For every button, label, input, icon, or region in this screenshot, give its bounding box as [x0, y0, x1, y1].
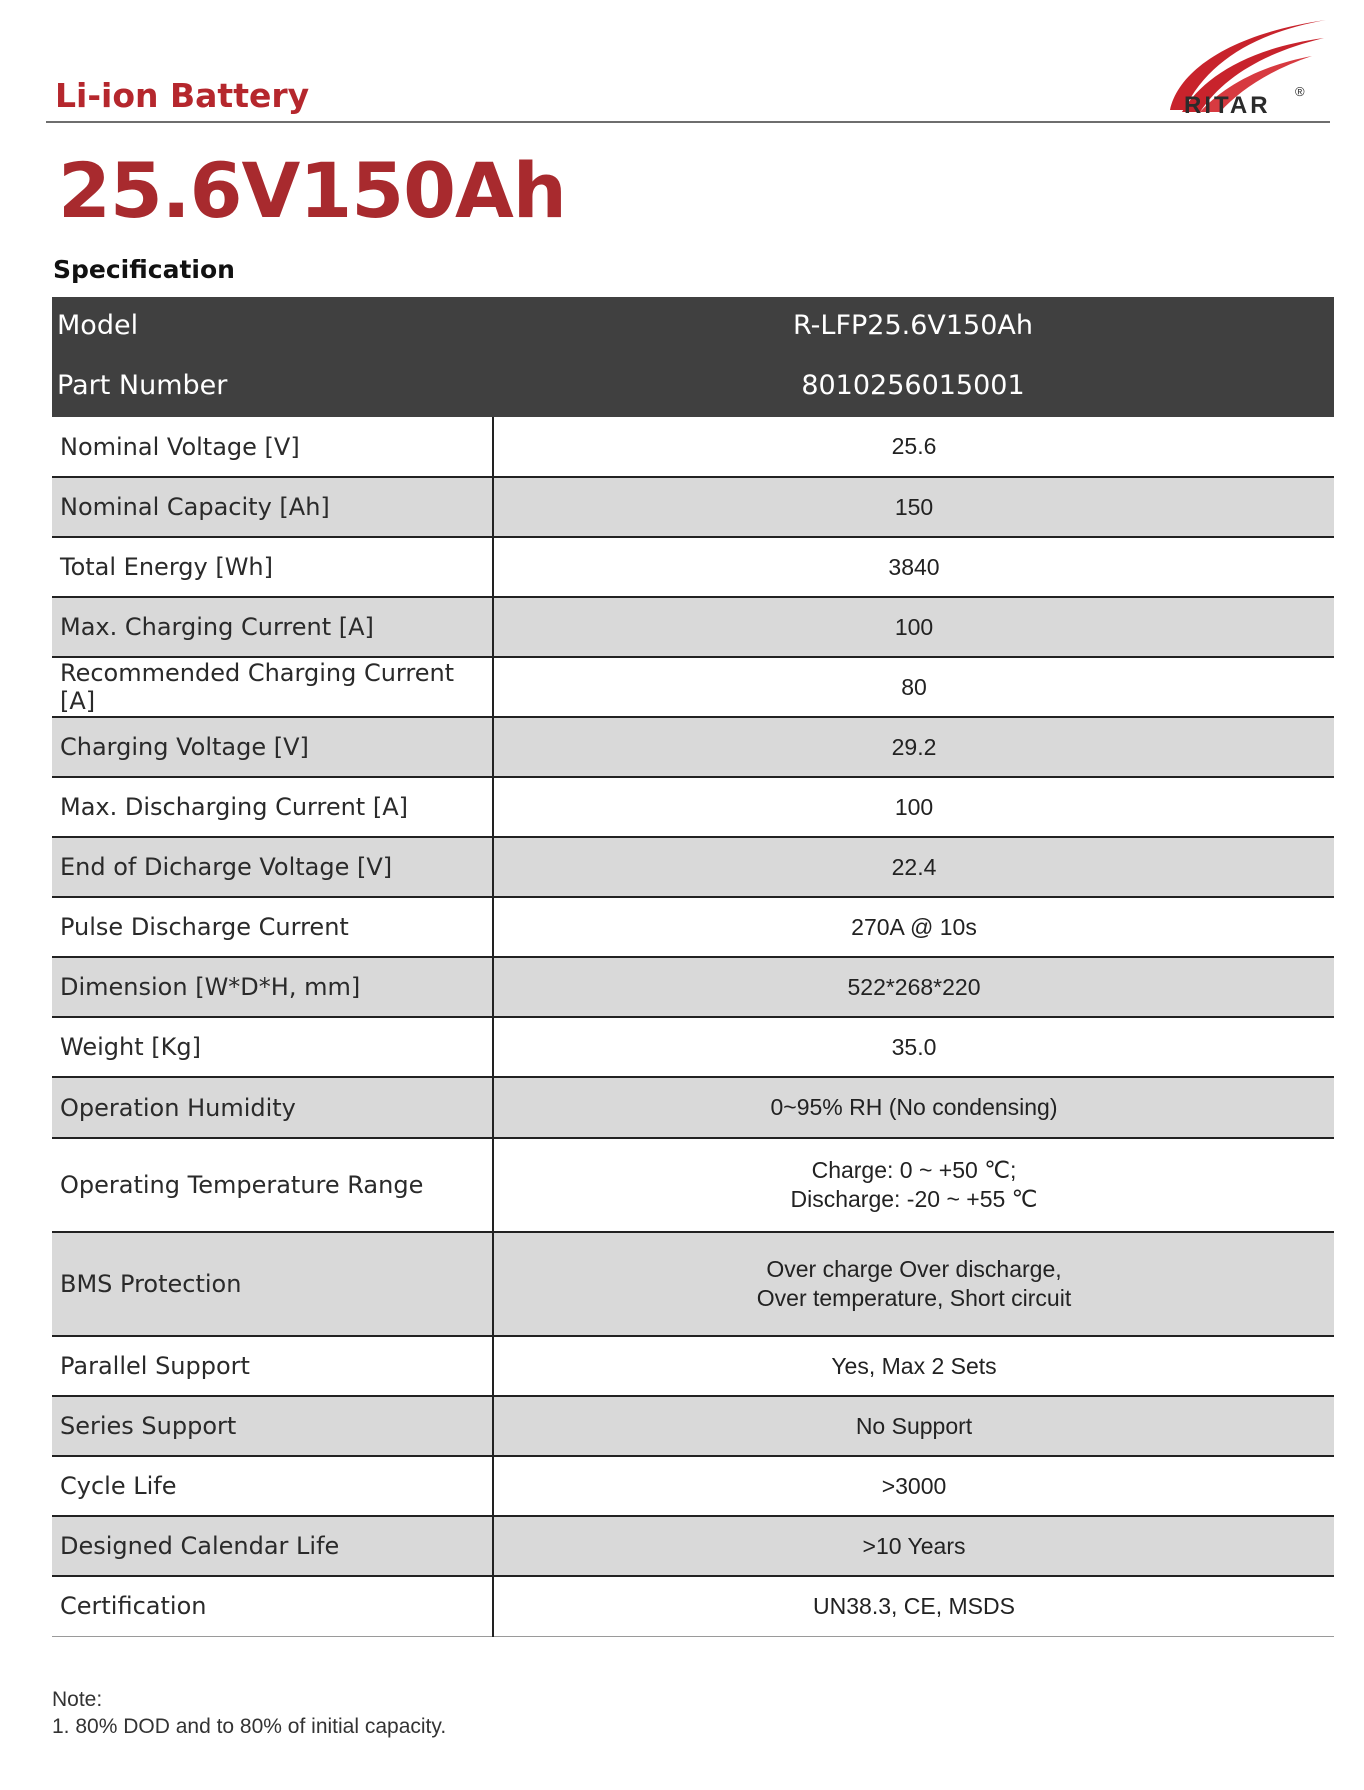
spec-value: 270A @ 10s [493, 897, 1334, 957]
table-row [52, 897, 1334, 957]
table-row [52, 1077, 1334, 1138]
table-row [52, 1017, 1334, 1077]
spec-label: End of Dicharge Voltage [V] [52, 837, 493, 897]
table-row [52, 837, 1334, 897]
product-title: 25.6V150Ah [58, 146, 566, 235]
spec-label: Max. Charging Current [A] [52, 597, 493, 657]
table-row [52, 957, 1334, 1017]
table-row [52, 1576, 1334, 1636]
spec-value: 29.2 [493, 717, 1334, 777]
table-row [52, 777, 1334, 837]
spec-value: Yes, Max 2 Sets [493, 1336, 1334, 1396]
spec-value: 100 [493, 597, 1334, 657]
table-row [52, 1336, 1334, 1396]
spec-label: Series Support [52, 1396, 493, 1456]
spec-label: Dimension [W*D*H, mm] [52, 957, 493, 1017]
table-row [52, 597, 1334, 657]
spec-value: 100 [493, 777, 1334, 837]
spec-label: Nominal Capacity [Ah] [52, 477, 493, 537]
spec-value: 80 [493, 657, 1334, 717]
part-number-value: 8010256015001 [801, 370, 1025, 401]
table-row [52, 537, 1334, 597]
spec-value: 35.0 [493, 1017, 1334, 1077]
model-row [52, 297, 1334, 357]
table-row [52, 1138, 1334, 1232]
spec-table [52, 417, 1334, 1637]
spec-value: UN38.3, CE, MSDS [493, 1576, 1334, 1636]
spec-label: Charging Voltage [V] [52, 717, 493, 777]
spec-value: 0~95% RH (No condensing) [493, 1077, 1334, 1138]
spec-label: Pulse Discharge Current [52, 897, 493, 957]
spec-value-line: Discharge: -20 ~ +55 ℃ [790, 1186, 1038, 1212]
spec-value [493, 1138, 1334, 1232]
spec-label: Total Energy [Wh] [52, 537, 493, 597]
section-label: Specification [53, 255, 235, 284]
spec-label: Operating Temperature Range [52, 1138, 493, 1232]
spec-label: Parallel Support [52, 1336, 493, 1396]
spec-label: Recommended Charging Current [A] [52, 657, 493, 717]
identity-block [52, 297, 1334, 417]
note-heading: Note: [52, 1688, 103, 1711]
spec-label: Nominal Voltage [V] [52, 417, 493, 477]
spec-label: Cycle Life [52, 1456, 493, 1516]
spec-label: Weight [Kg] [52, 1017, 493, 1077]
footnote [52, 1686, 446, 1740]
header-divider [46, 121, 1330, 123]
table-row [52, 657, 1334, 717]
spec-value: 3840 [493, 537, 1334, 597]
part-number-label: Part Number [57, 370, 228, 401]
table-row [52, 1456, 1334, 1516]
document-category-title: Li-ion Battery [55, 76, 310, 115]
spec-value-line: Charge: 0 ~ +50 ℃; [811, 1157, 1017, 1183]
spec-label: Designed Calendar Life [52, 1516, 493, 1576]
spec-label: BMS Protection [52, 1232, 493, 1336]
spec-value: >10 Years [493, 1516, 1334, 1576]
table-row [52, 1516, 1334, 1576]
table-row [52, 477, 1334, 537]
note-item: 1. 80% DOD and to 80% of initial capacity. [52, 1715, 447, 1738]
spec-value-line: Over charge Over discharge, [766, 1256, 1062, 1282]
spec-label: Certification [52, 1576, 493, 1636]
registered-mark: ® [1295, 84, 1305, 99]
table-row [52, 1232, 1334, 1336]
spec-label: Max. Discharging Current [A] [52, 777, 493, 837]
model-value: R-LFP25.6V150Ah [793, 310, 1033, 341]
spec-value-line: Over temperature, Short circuit [756, 1285, 1072, 1311]
table-row [52, 417, 1334, 477]
spec-value: >3000 [493, 1456, 1334, 1516]
model-label: Model [57, 310, 139, 341]
table-row [52, 1396, 1334, 1456]
spec-value: 150 [493, 477, 1334, 537]
table-row [52, 717, 1334, 777]
spec-value: 522*268*220 [493, 957, 1334, 1017]
spec-value: 22.4 [493, 837, 1334, 897]
part-number-row [52, 357, 1334, 417]
spec-label: Operation Humidity [52, 1077, 493, 1138]
spec-value: No Support [493, 1396, 1334, 1456]
spec-value [493, 1232, 1334, 1336]
brand-name: RITAR [1184, 92, 1271, 119]
spec-value: 25.6 [493, 417, 1334, 477]
